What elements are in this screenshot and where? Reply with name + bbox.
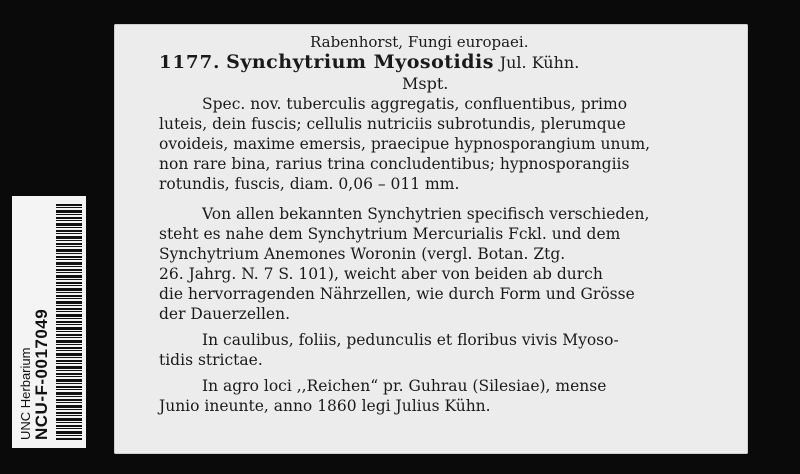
remark-line: steht es nahe dem Synchytrium Mercurialis Fckl. und dem xyxy=(159,225,621,243)
description-line: non rare bina, rarius trina concludentibus; hypnosporangiis xyxy=(159,155,630,173)
author-note: Mspt. xyxy=(402,74,449,93)
locality-line: In agro loci ,,Reichen“ pr. Guhrau (Silesiae), mense xyxy=(202,377,607,395)
exsiccata-number: 1177. xyxy=(159,52,221,73)
habitat-line: In caulibus, foliis, pedunculis et floribus vivis Myoso- xyxy=(202,331,619,349)
label-title xyxy=(159,52,579,73)
remark-line: Synchytrium Anemones Woronin (vergl. Botan. Ztg. xyxy=(159,245,566,263)
barcode-label xyxy=(12,196,86,448)
description-line: Spec. nov. tuberculis aggregatis, confluentibus, primo xyxy=(202,95,628,113)
species-author: Jul. Kühn. xyxy=(499,53,580,72)
species-name: Synchytrium Myosotidis xyxy=(226,51,494,73)
catalog-number: NCU-F-0017049 xyxy=(32,308,51,440)
habitat-line: tidis strictae. xyxy=(159,351,263,369)
barcode-image xyxy=(56,204,82,440)
locality-line: Junio ineunte, anno 1860 legi Julius Kühn. xyxy=(159,397,491,415)
description-line: ovoideis, maxime emersis, praecipue hypnosporangium unum, xyxy=(159,135,651,153)
remark-line: Von allen bekannten Synchytrien specifisch verschieden, xyxy=(202,205,650,223)
remark-line: 26. Jahrg. N. 7 S. 101), weicht aber von beiden ab durch xyxy=(159,265,603,283)
label-header: Rabenhorst, Fungi europaei. xyxy=(310,33,529,51)
remark-line: die hervorragenden Nährzellen, wie durch Form und Grösse xyxy=(159,285,635,303)
remark-line: der Dauerzellen. xyxy=(159,305,291,323)
institution-name: UNC Herbarium xyxy=(18,347,33,440)
description-line: luteis, dein fuscis; cellulis nutriciis subrotundis, plerumque xyxy=(159,115,626,133)
description-line: rotundis, fuscis, diam. 0,06 – 011 mm. xyxy=(159,175,460,193)
herbarium-label xyxy=(114,24,748,454)
